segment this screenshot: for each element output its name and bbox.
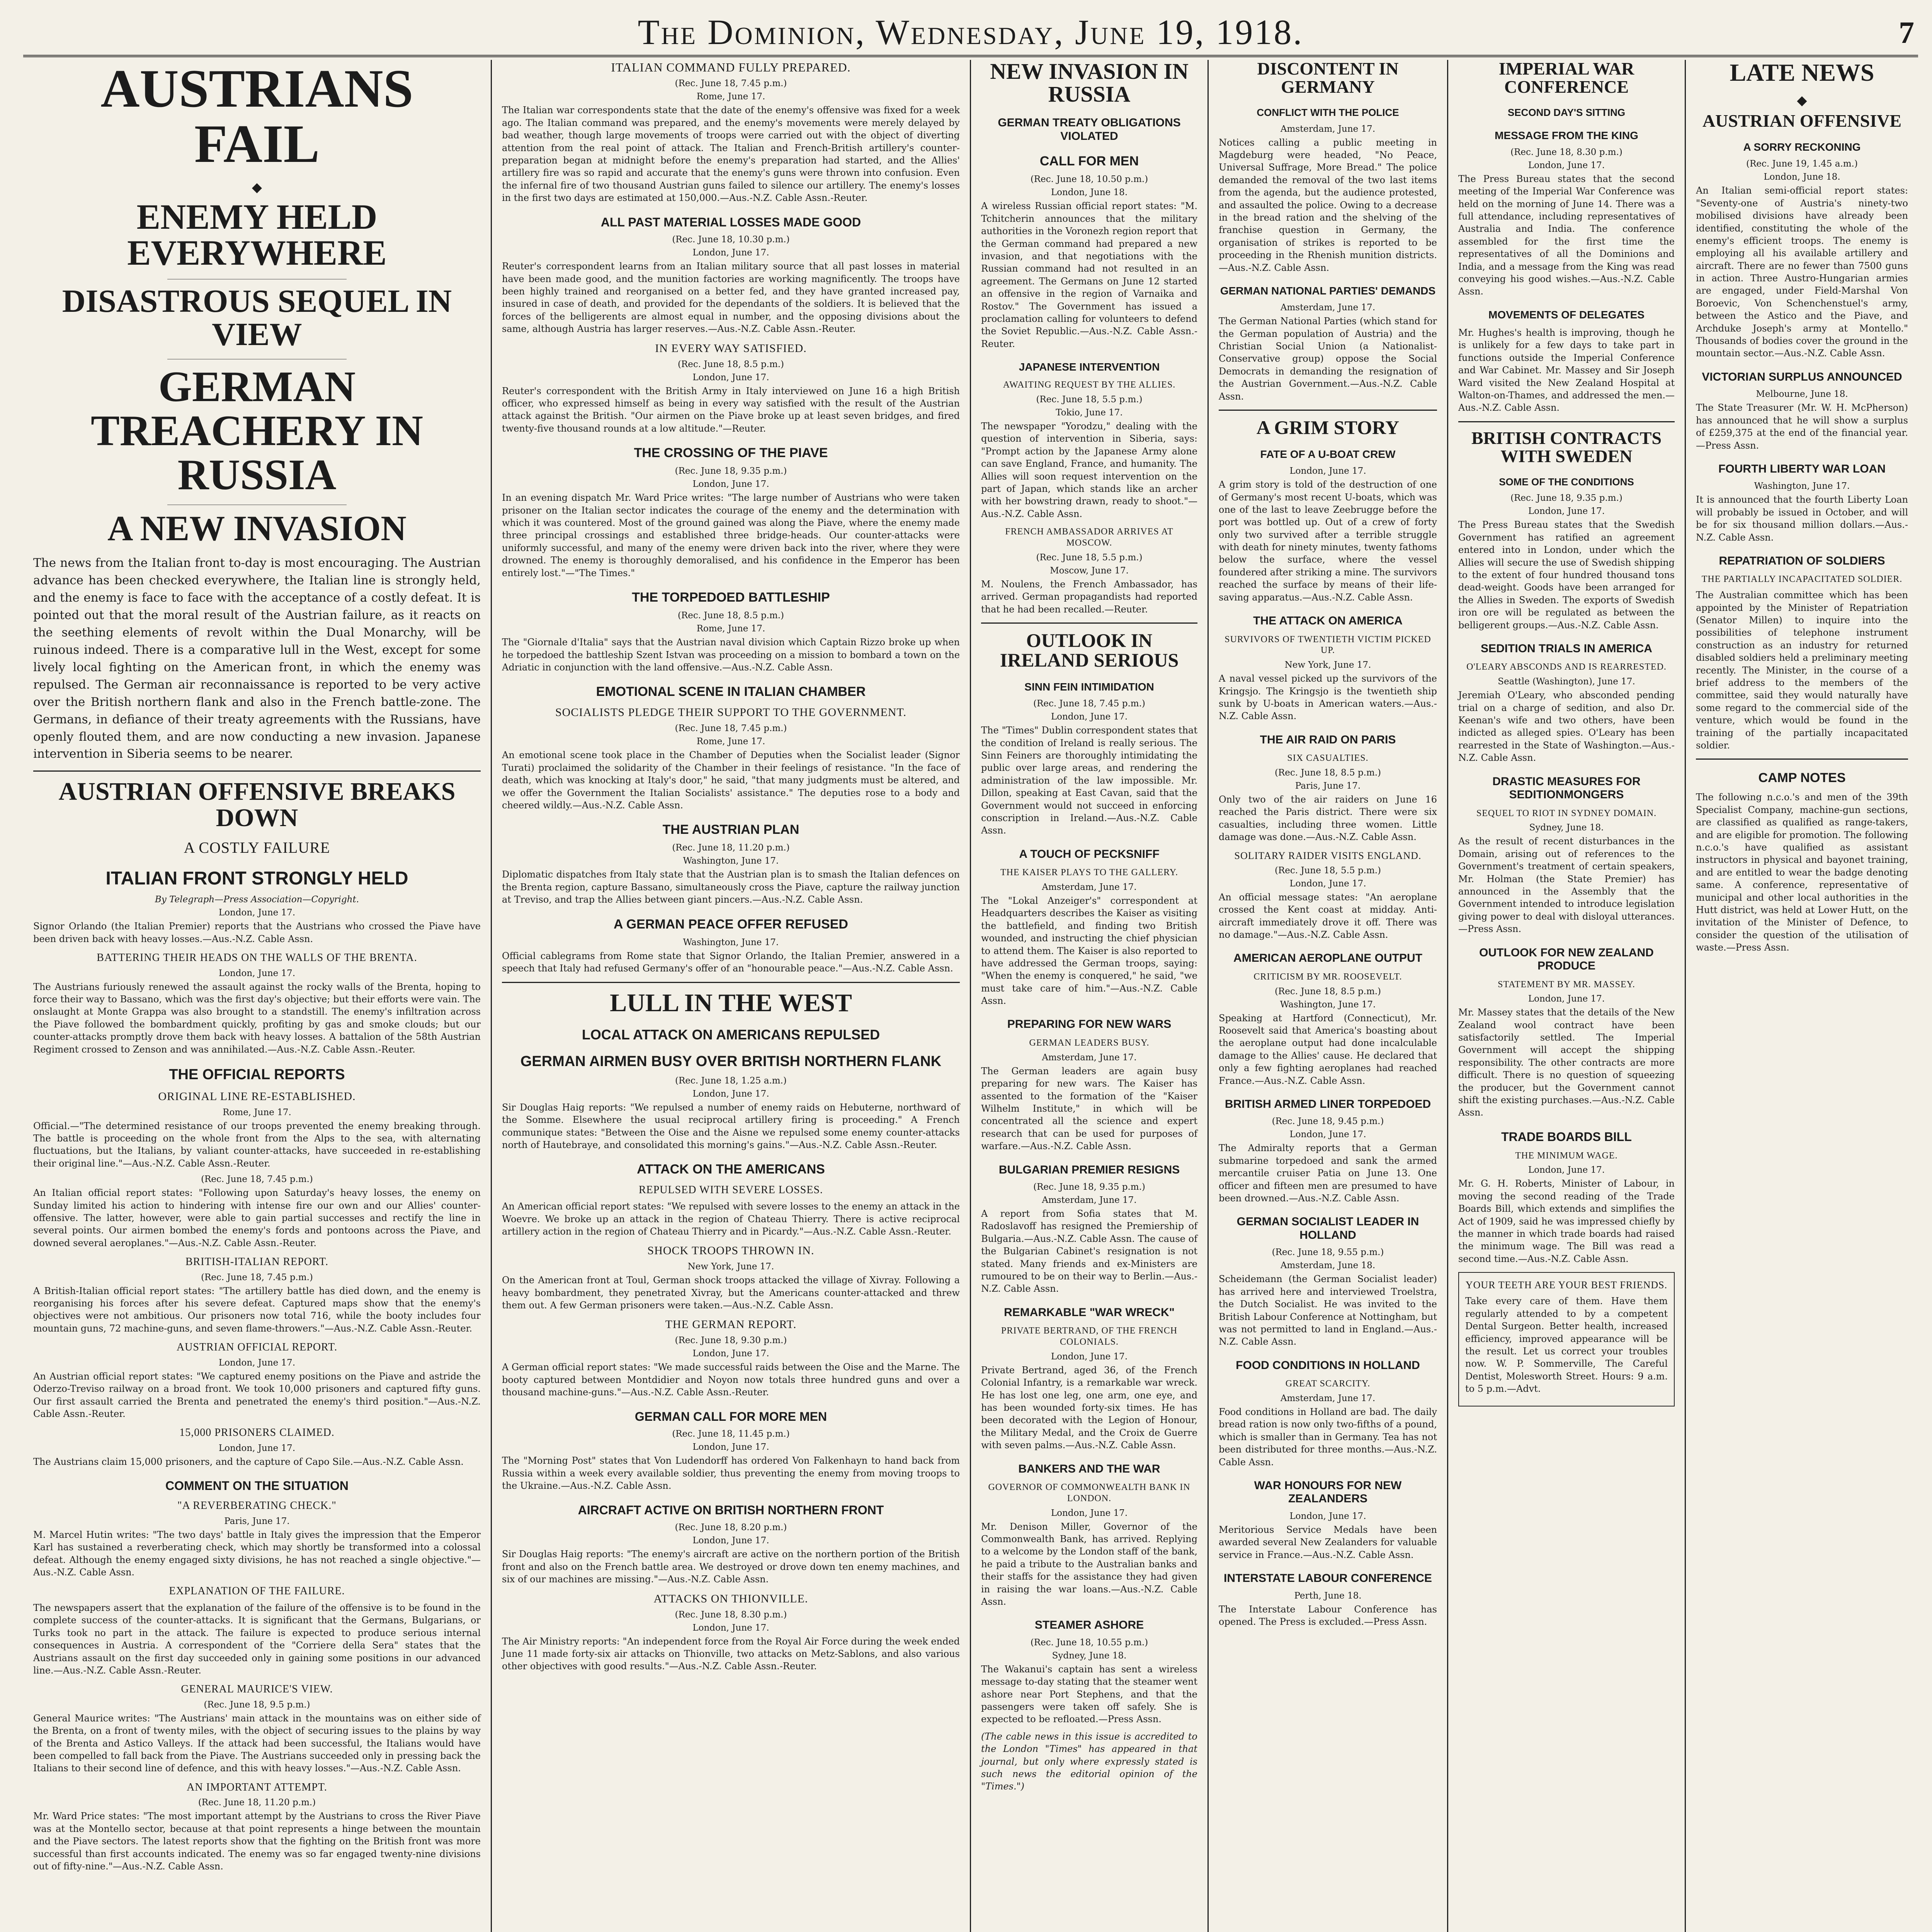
subhead: AN IMPORTANT ATTEMPT. bbox=[187, 1781, 327, 1793]
dateline: (Rec. June 18, 9.55 p.m.) bbox=[1272, 1247, 1384, 1258]
article-text: The Press Bureau states that the Swedish Government has ratified an agreement entered into in London, under which the Allies will secure the use of Swedish shipping to the extent of four hundred thousand tons dead-weight. Goods have been arranged for the Allies in Sweden. The exports of Swedish iron ore will be regulated as between the belligerent groups.—Aus.-N.Z. Cable Assn. bbox=[1458, 519, 1675, 631]
dateline: (Rec. June 18, 5.5 p.m.) bbox=[1274, 865, 1381, 876]
dateline: Paris, June 17. bbox=[224, 1516, 290, 1526]
dateline: (Rec. June 18, 7.45 p.m.) bbox=[201, 1174, 313, 1185]
article-text: The "Giornale d'Italia" says that the Austrian naval division which Captain Rizzo broke up when he torpedoed the battleship Szent Istvan was proceeding on a mission to bombard a town on the Adriatic in conjunction with the land offensive.—Aus.-N.Z. Cable Assn. bbox=[502, 637, 960, 673]
dateline: Sydney, June 18. bbox=[1529, 823, 1604, 833]
subhead: REPULSED WITH SEVERE LOSSES. bbox=[638, 1184, 823, 1196]
dateline: (Rec. June 18, 9.30 p.m.) bbox=[675, 1335, 787, 1346]
headline: FOOD CONDITIONS IN HOLLAND bbox=[1236, 1359, 1420, 1372]
article-text: The Italian war correspondents state that the date of the enemy's offensive was fixed for a week ago. The Italian command was prepared, and the enemy's movements were merely delayed by bad weather, though large movements of troops were carried out with the object of diverting attention from the real point of attack. The Italian and French-British artillery's counter-preparation began at midnight before the enemy's preparation had started, and the Allies' artillery fire was so rapid and accurate that the enemy's guns were thrown into confusion. Even the infernal fire of two thousand Austrian guns failed to silence our artillery. The enemy's losses in the first two days are estimated at 150,000.—Aus.-N.Z. Cable Assn.-Reuter. bbox=[502, 105, 960, 204]
headline: REMARKABLE "WAR WRECK" bbox=[1004, 1306, 1175, 1319]
column-late-news bbox=[1685, 60, 1918, 1932]
headline: ATTACKS ON THIONVILLE. bbox=[653, 1592, 808, 1605]
article-text: The German leaders are again busy preparing for new wars. The Kaiser has assented to the formation of the "Kaiser Wilhelm Institute," in which will be concentrated all the science and expert research that can be used for purposes of warfare.—Aus.-N.Z. Cable Assn. bbox=[981, 1065, 1197, 1152]
headline: BULGARIAN PREMIER RESIGNS bbox=[998, 1163, 1180, 1176]
page-number: 7 bbox=[1899, 16, 1914, 50]
headline: FOURTH LIBERTY WAR LOAN bbox=[1718, 462, 1886, 475]
headline: ITALIAN COMMAND FULLY PREPARED. bbox=[611, 60, 851, 74]
subhead: BRITISH-ITALIAN REPORT. bbox=[185, 1256, 329, 1268]
subhead: GERMAN AIRMEN BUSY OVER BRITISH NORTHERN FLANK bbox=[520, 1053, 942, 1070]
deck-german-treachery: GERMAN TREACHERY IN RUSSIA bbox=[90, 362, 423, 499]
dateline: (Rec. June 18, 7.45 p.m.) bbox=[201, 1272, 313, 1282]
article-text: Meritorious Service Medals have been awarded several New Zealanders for valuable service in France.—Aus.-N.Z. Cable Assn. bbox=[1219, 1524, 1437, 1560]
headline: AIRCRAFT ACTIVE ON BRITISH NORTHERN FRONT bbox=[578, 1503, 884, 1517]
article-text: A grim story is told of the destruction of one of Germany's most recent U-boats, which was one of the last to leave Zeebrugge before the port was bottled up. Out of a crew of forty only two survived after a terrible struggle with death for ninety minutes, twenty fathoms below the surface, where the vessel foundered after striking a mine. The survivors reached the surface by means of their life-saving apparatus.—Aus.-N.Z. Cable Assn. bbox=[1219, 479, 1437, 603]
dateline: Melbourne, June 18. bbox=[1756, 389, 1848, 400]
headline: PREPARING FOR NEW WARS bbox=[1007, 1018, 1172, 1031]
subhead: BATTERING THEIR HEADS ON THE WALLS OF THE BRENTA. bbox=[97, 951, 417, 964]
dateline: Perth, June 18. bbox=[1294, 1590, 1362, 1601]
headline: THE GERMAN REPORT. bbox=[665, 1318, 797, 1331]
article-text: The Air Ministry reports: "An independent force from the Royal Air Force during the week ended June 11 made forty-six air attacks on Thionville, two attacks on Metz-Sablons, and also various other objectives with good results."—Aus.-N.Z. Cable Assn.-Reuter. bbox=[502, 1636, 960, 1672]
dateline: (Rec. June 18, 9.35 p.m.) bbox=[1033, 1182, 1145, 1192]
headline-late-news: LATE NEWS bbox=[1730, 60, 1874, 86]
column-russia-ireland bbox=[970, 60, 1208, 1932]
dateline: New York, June 17. bbox=[687, 1262, 774, 1272]
headline-outlook-ireland: OUTLOOK IN IRELAND SERIOUS bbox=[1000, 629, 1179, 671]
headline: AMERICAN AEROPLANE OUTPUT bbox=[1233, 952, 1422, 965]
divider bbox=[1696, 759, 1908, 760]
article-text: It is announced that the fourth Liberty Loan will probably be issued in October, and will be for six thousand million dollars.—Aus.-N.Z. Cable Assn. bbox=[1696, 494, 1908, 543]
headline-camp-notes: CAMP NOTES bbox=[1758, 770, 1846, 786]
dateline: Rome, June 17. bbox=[696, 624, 765, 634]
article-text: Reuter's correspondent with the British Army in Italy interviewed on June 16 a high British officer, who expressed himself as being in every way satisfied with the result of the Austrian attack against the British. "Our airmen on the Piave broke up at least seven bridges, and fired twenty-five thousand rounds at a low altitude."—Reuter. bbox=[502, 385, 960, 434]
column-main-war-news bbox=[23, 60, 491, 1932]
dateline: London, June 17. bbox=[1051, 1351, 1128, 1362]
article-text: Diplomatic dispatches from Italy state that the Austrian plan is to smash the Italian defences on the Brenta region, capture Bassano, simultaneously cross the Piave, capture the railway junction at Treviso, and trap the Allies between giant pincers.—Aus.-N.Z. Cable Assn. bbox=[502, 869, 960, 905]
headline: OUTLOOK FOR NEW ZEALAND PRODUCE bbox=[1479, 946, 1654, 972]
dateline: (Rec. June 18, 8.5 p.m.) bbox=[1274, 986, 1381, 997]
dateline: (Rec. June 18, 8.5 p.m.) bbox=[677, 359, 784, 369]
advert-text: Take every care of them. Have them regularly attended to by a competent Dental Surgeon. Better health, increased efficiency, improved appearance will be the result. Let us correct your troubles now. W. P. Sommerville, The Careful Dentist, Molesworth Street. Hours: 9 a.m. to 5 p.m.—Advt. bbox=[1465, 1296, 1668, 1395]
subhead: O'LEARY ABSCONDS AND IS REARRESTED. bbox=[1466, 662, 1667, 672]
subhead-official-reports: THE OFFICIAL REPORTS bbox=[169, 1066, 345, 1083]
dateline: London, June 17. bbox=[1051, 712, 1128, 722]
article-text: On the American front at Toul, German shock troops attacked the village of Xivray. Following a heavy bombardment, they penetrated Xivray, but the Americans counter-attacked and threw them out. A few German prisoners were taken.—Aus.-N.Z. Cable Assn. bbox=[502, 1275, 960, 1311]
headline-austrians-fail: AUSTRIANS FAIL bbox=[100, 60, 413, 174]
dateline: (Rec. June 18, 8.5 p.m.) bbox=[677, 611, 784, 621]
dateline: London, June 17. bbox=[218, 1443, 296, 1454]
dateline: London, June 17. bbox=[218, 908, 296, 918]
article-text: A British-Italian official report states: "The artillery battle has died down, and the enemy is reorganising his forces after his severe defeat. Captured maps show that the enemy's objectives were not ambitious. Our prisoners now total 716, while the booty includes four mountain guns, 72 machine-guns, and seven flame-throwers."—Aus.-N.Z. Cable Assn.-Reuter. bbox=[33, 1285, 481, 1334]
subhead: EXPLANATION OF THE FAILURE. bbox=[169, 1585, 345, 1597]
dateline: Paris, June 17. bbox=[1295, 781, 1361, 791]
dateline: (Rec. June 18, 8.20 p.m.) bbox=[675, 1522, 787, 1533]
subhead: SINN FEIN INTIMIDATION bbox=[1024, 680, 1154, 693]
dateline: London, June 17. bbox=[1528, 506, 1605, 517]
byline: By Telegraph—Press Association—Copyright. bbox=[155, 895, 359, 905]
deck-disastrous-sequel: DISASTROUS SEQUEL IN VIEW bbox=[62, 283, 452, 352]
article-text: The Wakanui's captain has sent a wireless message to-day stating that the steamer went ashore near Port Stephens, and that the passengers were taken off safely. She is expected to be refloated.—Press Assn. bbox=[981, 1663, 1197, 1725]
advert-heading: YOUR TEETH ARE YOUR BEST FRIENDS. bbox=[1465, 1279, 1668, 1291]
article-text: The following n.c.o.'s and men of the 39th Specialist Company, machine-gun sections, are classified as qualified as range-takers, and are eligible for promotion. The following n.c.o.'s have qualified as assistant instructors in physical and bayonet training, and are entitled to wear the badge denoting same. A conference, representative of municipal and other local authorities in the Hutt district, was held at Lower Hutt, on the invitation of the Minister of Defence, to consider the question of the utilisation of waste.—Press Assn. bbox=[1696, 792, 1908, 953]
subhead: SOME OF THE CONDITIONS bbox=[1499, 476, 1634, 488]
headline: DRASTIC MEASURES FOR SEDITIONMONGERS bbox=[1492, 775, 1641, 801]
headline: THE TORPEDOED BATTLESHIP bbox=[632, 590, 830, 605]
article-text: Reuter's correspondent learns from an Italian military source that all past losses in material have been made good, and the munition factories are working magnificently. The troops have been highly trained and reorganised on a better fed, and they have granted increased pay, insured in case of death, and provided for the dependants of the soldiers. It is believed that the forces of the belligerents are almost equal in number, and the opposing divisions about the same, although Austria has larger reserves.—Aus.-N.Z. Cable Assn.-Reuter. bbox=[502, 261, 960, 335]
article-text: A report from Sofia states that M. Radoslavoff has resigned the Premiership of Bulgaria.—Aus.-N.Z. Cable Assn. The cause of the Bulgarian Cabinet's resignation is not stated. Many friends and ex-Ministers are rumoured to be on their way to Berlin.—Aus.-N.Z. Cable Assn. bbox=[981, 1208, 1197, 1294]
dateline: Amsterdam, June 17. bbox=[1280, 124, 1376, 134]
subhead: SOCIALISTS PLEDGE THEIR SUPPORT TO THE GOVERNMENT. bbox=[555, 706, 907, 719]
subhead: SIX CASUALTIES. bbox=[1287, 753, 1369, 764]
article-text: Sir Douglas Haig reports: "We repulsed a number of enemy raids on Hebuterne, northward of the Somme. Elsewhere the usual reciprocal artillery firing is proceeding." A French communique states: "Between the Oise and the Aisne we repulsed some enemy counter-attacks north of Hautebraye, and consolidated this morning's gains."—Aus.-N.Z. Cable Assn.-Reuter. bbox=[502, 1102, 960, 1151]
headline: REPATRIATION OF SOLDIERS bbox=[1719, 554, 1885, 567]
dateline: Amsterdam, June 17. bbox=[1042, 1195, 1137, 1206]
dateline: Tokio, June 17. bbox=[1056, 408, 1123, 418]
dateline: (Rec. June 18, 11.20 p.m.) bbox=[672, 843, 790, 853]
article-text: Sir Douglas Haig reports: "The enemy's aircraft are active on the northern portion of the British front and also on the French battle area. We destroyed or drove down ten enemy machines, and six of our machines are missing."—Aus.-N.Z. Cable Assn. bbox=[502, 1549, 960, 1585]
dateline: London, June 17. bbox=[692, 1536, 769, 1546]
article-text: Food conditions in Holland are bad. The daily bread ration is now only two-fifths of a pound, which is smaller than in Germany. Tea has not been distributed for three months.—Aus.-N.Z. Cable Assn. bbox=[1219, 1406, 1437, 1468]
article-text: In an evening dispatch Mr. Ward Price writes: "The large number of Austrians who were taken prisoner on the Italian sector indicates the courage of the enemy and the determination with which it was countered. Most of the ground gained was along the Piave, where the enemy made three principal crossings and established three bridge-heads. Our counter-attacks were uniformly successful, and many of the enemy were driven back into the river, where they were drowned. The enemy is thoroughly demoralised, and his confidence in the Emperor has been entirely lost."—"The Times." bbox=[502, 492, 960, 578]
headline: GERMAN SOCIALIST LEADER IN HOLLAND bbox=[1236, 1215, 1419, 1242]
headline: ATTACK ON THE AMERICANS bbox=[637, 1162, 825, 1177]
dateline: London, June 17. bbox=[1528, 160, 1605, 170]
divider bbox=[502, 982, 960, 983]
masthead bbox=[23, 9, 1918, 57]
article-text: Mr. Denison Miller, Governor of the Commonwealth Bank, has arrived. Replying to a welcome by the London staff of the bank, he paid a tribute to the Australian banks and their staffs for the assistance they had given in raising the war loans.—Aus.-N.Z. Cable Assn. bbox=[981, 1521, 1197, 1607]
dateline: London, June 17. bbox=[1289, 466, 1366, 476]
headline: SHOCK TROOPS THROWN IN. bbox=[647, 1244, 815, 1257]
headline-austrian-offensive: AUSTRIAN OFFENSIVE bbox=[1702, 111, 1902, 131]
dateline: London, June 17. bbox=[1051, 1508, 1128, 1518]
article-text: Mr. Massey states that the details of the New Zealand wool contract have been satisfactorily settled. The Imperial Government will accept the shipping responsibility. The other contracts are more difficult. There is no question of squeezing the producer, but the Government cannot shift the existing purchases.—Aus.-N.Z. Cable Assn. bbox=[1458, 1007, 1675, 1118]
newspaper-columns bbox=[23, 60, 1918, 1932]
article-text: An American official report states: "We repulsed with severe losses to the enemy an attack in the Woevre. We broke up an attack in the region of Chateau Thierry. There is active reciprocal artillery action in the region of Chateau Thierry and in Picardy."—Aus.-N.Z. Cable Assn.-Reuter. bbox=[502, 1201, 960, 1237]
dentist-advertisement bbox=[1458, 1272, 1675, 1406]
headline: A GERMAN PEACE OFFER REFUSED bbox=[613, 917, 848, 932]
subhead: CALL FOR MEN bbox=[1039, 154, 1139, 169]
dateline: Washington, June 17. bbox=[683, 856, 779, 866]
dateline: (Rec. June 18, 5.5 p.m.) bbox=[1036, 395, 1143, 405]
article-text: As the result of recent disturbances in the Domain, arising out of references to the Government's treatment of certain speakers, Mr. Holman (the State Premier) has announced in the Assembly that the Government intended to introduce legislation giving power to deal with disloyal utterances.—Press Assn. bbox=[1458, 836, 1675, 935]
dateline: (Rec. June 18, 9.45 p.m.) bbox=[1272, 1116, 1384, 1127]
dateline: London, June 17. bbox=[1289, 1129, 1366, 1140]
subhead: GOVERNOR OF COMMONWEALTH BANK IN LONDON. bbox=[988, 1482, 1190, 1503]
editorial-note: (The cable news in this issue is accredited to the London "Times" has appeared in that journal, but only where expressly stated is such news the editorial opinion of the "Times.") bbox=[981, 1731, 1197, 1792]
article-text: Only two of the air raiders on June 16 reached the Paris district. There were six casualties, including three women. Little damage was done.—Aus.-N.Z. Cable Assn. bbox=[1219, 794, 1437, 843]
headline: THE ATTACK ON AMERICA bbox=[1253, 614, 1403, 628]
article-text: A German official report states: "We made successful raids between the Oise and the Marne. The booty captured between Montdidier and Noyon now totals three hundred guns and over a thousand machine-guns."—Aus.-N.Z. Cable Assn.-Reuter. bbox=[502, 1362, 960, 1398]
dateline: London, June 18. bbox=[1764, 172, 1840, 182]
headline: EMOTIONAL SCENE IN ITALIAN CHAMBER bbox=[596, 684, 866, 699]
dateline: London, June 17. bbox=[1528, 994, 1605, 1004]
dateline: London, June 17. bbox=[692, 1622, 769, 1633]
deck-new-invasion: A NEW INVASION bbox=[107, 509, 406, 548]
article-text: An Austrian official report states: "We captured enemy positions on the Piave and astride the Oderzo-Treviso railway on a broad front. We took 10,000 prisoners and captured fifty guns. Our first assault carried the Brenta and penetrated the enemy's third position."—Aus.-N.Z. Cable Assn.-Reuter. bbox=[33, 1371, 481, 1420]
headline-lull-in-west: LULL IN THE WEST bbox=[610, 988, 852, 1017]
subhead: "A REVERBERATING CHECK." bbox=[177, 1500, 337, 1512]
dateline: London, June 17. bbox=[692, 372, 769, 383]
dateline: London, June 17. bbox=[1528, 1165, 1605, 1175]
subhead: GENERAL MAURICE'S VIEW. bbox=[181, 1683, 333, 1696]
ornament-divider: ◆ bbox=[252, 179, 262, 195]
dateline: New York, June 17. bbox=[1284, 660, 1371, 670]
article-text: The newspaper "Yorodzu," dealing with the question of intervention in Siberia, says: "Prompt action by the Japanese Army alone can save England, France, and humanity. The Allies will soon request intervention on the part of Japan, which stands like an archer with her bowstring drawn, ready to shoot."—Aus.-N.Z. Cable Assn. bbox=[981, 421, 1197, 519]
subhead: MESSAGE FROM THE KING bbox=[1495, 129, 1638, 141]
dateline: (Rec. June 18, 5.5 p.m.) bbox=[1036, 552, 1143, 563]
subhead: AUSTRIAN OFFICIAL REPORT. bbox=[176, 1341, 338, 1354]
article-text: The "Lokal Anzeiger's" correspondent at Headquarters describes the Kaiser as visiting the battlefield, and finding two British wounded, and instructing the chief physician to attend them. The Kaiser is also reported to have addressed the German troops, saying: "When the enemy is conquered," he said, "we must take care of him."—Aus.-N.Z. Cable Assn. bbox=[981, 895, 1197, 1007]
headline-discontent-germany: DISCONTENT IN GERMANY bbox=[1257, 60, 1399, 97]
subhead-italian-front: ITALIAN FRONT STRONGLY HELD bbox=[105, 868, 408, 889]
article-text: Jeremiah O'Leary, who absconded pending trial on a charge of sedition, and also Dr. Keenan's wife and two others, have been indicted as alleged spies. O'Leary has been rearrested in the State of Washington.—Aus.-N.Z. Cable Assn. bbox=[1458, 690, 1675, 764]
article-text: M. Marcel Hutin writes: "The two days' battle in Italy gives the impression that the Emperor Karl has sustained a reverberating check, which may shortly be transformed into a colossal defeat. Although the enemy engaged sixty divisions, he has not reached a single objective."—Aus.-N.Z. Cable Assn. bbox=[33, 1529, 481, 1578]
headline-grim-story: A GRIM STORY bbox=[1256, 416, 1400, 438]
article-text: The "Times" Dublin correspondent states that the condition of Ireland is really serious. The Sinn Feiners are thoroughly intimidating the public over large areas, and rendering the administration of the law impossible. Mr. Dillon, speaking at East Cavan, said that the Government would not succeed in enforcing conscription in Ireland.—Aus.-N.Z. Cable Assn. bbox=[981, 725, 1197, 836]
lead-summary: The news from the Italian front to-day is most encouraging. The Austrian advance has been checked everywhere, the Italian line is strongly held, and the enemy is face to face with the acceptance of a costly defeat. It is pointed out that the moral result of the Austrian failure, as it reacts on the seething elements of revolt within the Dual Monarchy, will be ruinous indeed. There is a comparative lull in the West, except for some lively local fighting on the American front, in which the enemy was repulsed. The German air reconnaissance is reported to be very active over the British northern flank and also in the French battle-zone. The Germans, in defiance of their treaty agreements with the Russians, have openly flouted them, and are now conducting a new invasion. Japanese intervention in Siberia seems to be nearer. bbox=[33, 556, 481, 761]
article-text: M. Noulens, the French Ambassador, has arrived. German propagandists had reported that he had been recalled.—Reuter. bbox=[981, 578, 1197, 615]
subhead: A SORRY RECKONING bbox=[1743, 141, 1861, 153]
ornament-divider: ◆ bbox=[1797, 93, 1807, 109]
dateline: (Rec. June 18, 10.55 p.m.) bbox=[1030, 1637, 1148, 1648]
article-text: General Maurice writes: "The Austrians' main attack in the mountains was on either side of the Brenta, on a front of twenty miles, with the object of securing issues to the plains by way of the Brenta and Astico Valleys. If the attack had been successful, the Italians would have been compelled to fall back from the Piave. The Austrians succeeded only in pressing back the Italians to their second line of defence, and this with heavy losses."—Aus.-N.Z. Cable Assn. bbox=[33, 1713, 481, 1774]
headline-offensive-breaks-down: AUSTRIAN OFFENSIVE BREAKS DOWN bbox=[58, 777, 456, 832]
article-text: Mr. G. H. Roberts, Minister of Labour, in moving the second reading of the Trade Boards Bill, which extends and simplifies the Act of 1909, said he was impressed chiefly by the manner in which trade boards had raised the minimum wage. The Bill was read a second time.—Aus.-N.Z. Cable Assn. bbox=[1458, 1178, 1675, 1264]
dateline: (Rec. June 18, 8.30 p.m.) bbox=[675, 1609, 787, 1620]
headline: MOVEMENTS OF DELEGATES bbox=[1488, 308, 1645, 321]
dateline: (Rec. June 18, 11.45 p.m.) bbox=[672, 1429, 790, 1439]
subhead: THE PARTIALLY INCAPACITATED SOLDIER. bbox=[1701, 574, 1903, 585]
headline: GERMAN CALL FOR MORE MEN bbox=[634, 1409, 827, 1423]
dateline: Seattle (Washington), June 17. bbox=[1498, 677, 1635, 687]
article-text: Official.—"The determined resistance of our troops prevented the enemy breaking through. The battle is proceeding on the whole front from the Alps to the sea, with alternating fluctuations, but the Italians, by valiant counter-attacks, have succeeded in re-establishing their original line."—Aus.-N.Z. Cable Assn.-Reuter. bbox=[33, 1120, 481, 1169]
deck-enemy-held: ENEMY HELD EVERYWHERE bbox=[127, 197, 387, 273]
subhead: PRIVATE BERTRAND, OF THE FRENCH COLONIALS. bbox=[1001, 1326, 1178, 1347]
article-text: Mr. Hughes's health is improving, though he is unlikely for a few days to take part in functions outside the Imperial Conference and War Cabinet. Mr. Massey and Sir Joseph Ward visited the New Zealand Hospital at Walton-on-Thames, and addressed the men.—Aus.-N.Z. Cable Assn. bbox=[1458, 327, 1675, 413]
article-text: An emotional scene took place in the Chamber of Deputies when the Socialist leader (Signor Turati) proclaimed the solidarity of the Chamber in their feelings of resistance. "In the face of death, which was knocking at Italy's door," he said, "that many judgments must be altered, and we offer the Government the Italian Socialists' assistance." The deputies rose to a body and cheered wildly.—Aus.-N.Z. Cable Assn. bbox=[502, 750, 960, 811]
subhead: THE MINIMUM WAGE. bbox=[1515, 1150, 1618, 1161]
dateline: (Rec. June 18, 10.50 p.m.) bbox=[1030, 174, 1148, 185]
dateline: (Rec. June 18, 8.5 p.m.) bbox=[1274, 767, 1381, 778]
dateline: London, June 17. bbox=[218, 1357, 296, 1368]
dateline: London, June 17. bbox=[692, 248, 769, 258]
subhead: SURVIVORS OF TWENTIETH VICTIM PICKED UP. bbox=[1225, 634, 1431, 656]
dateline: (Rec. June 18, 1.25 a.m.) bbox=[675, 1075, 787, 1086]
column-italian-and-western-front bbox=[491, 60, 970, 1932]
article-text: The Admiralty reports that a German submarine torpedoed and sank the armed mercantile cruiser Patia on June 13. One officer and fifteen men are presumed to have been drowned.—Aus.-N.Z. Cable Assn. bbox=[1219, 1143, 1437, 1204]
divider bbox=[981, 622, 1197, 624]
dateline: Washington, June 17. bbox=[683, 937, 779, 947]
subhead: SEQUEL TO RIOT IN SYDNEY DOMAIN. bbox=[1476, 808, 1657, 818]
headline: WAR HONOURS FOR NEW ZEALANDERS bbox=[1254, 1479, 1402, 1505]
headline: INTERSTATE LABOUR CONFERENCE bbox=[1224, 1572, 1432, 1585]
column-germany-america bbox=[1208, 60, 1447, 1932]
headline: VICTORIAN SURPLUS ANNOUNCED bbox=[1702, 370, 1902, 383]
subhead: ORIGINAL LINE RE-ESTABLISHED. bbox=[158, 1090, 356, 1103]
article-text: The Interstate Labour Conference has opened. The Press is excluded.—Press Assn. bbox=[1219, 1604, 1437, 1628]
headline: IN EVERY WAY SATISFIED. bbox=[655, 342, 807, 355]
dateline: Rome, June 17. bbox=[696, 736, 765, 747]
subhead: SECOND DAY'S SITTING bbox=[1507, 106, 1626, 118]
dateline: (Rec. June 18, 9.5 p.m.) bbox=[204, 1699, 310, 1710]
dateline: Amsterdam, June 17. bbox=[1042, 882, 1137, 892]
article-text: Speaking at Hartford (Connecticut), Mr. Roosevelt said that America's boasting about the aeroplane output had done incalculable damage to the Allies' cause. He declared that only a few fighting aeroplanes had reached France.—Aus.-N.Z. Cable Assn. bbox=[1219, 1012, 1437, 1086]
subhead: CRITICISM BY MR. ROOSEVELT. bbox=[1253, 971, 1402, 982]
article-text: Notices calling a public meeting in Magdeburg were headed, "No Peace, Universal Suffrage, More Bread." The police demanded the removal of the two last items from the agenda, but the audience protested, and assaulted the police. Owing to a decrease in the bread ration and the shelving of the franchise question in Germany, the organisation of strikes is reported to be proceeding in the Rhenish munition districts.—Aus.-N.Z. Cable Assn. bbox=[1219, 137, 1437, 273]
subhead: LOCAL ATTACK ON AMERICANS REPULSED bbox=[582, 1026, 880, 1043]
headline: BRITISH ARMED LINER TORPEDOED bbox=[1225, 1097, 1431, 1111]
article-text: The Press Bureau states that the second meeting of the Imperial War Conference was held on the morning of June 14. There was a full attendance, including representatives of Australia and India. The conference assembled for the first time the representatives of all the Dominions and India, and a message from the King was read conveying his good wishes.—Aus.-N.Z. Cable Assn. bbox=[1458, 173, 1675, 297]
headline: GERMAN NATIONAL PARTIES' DEMANDS bbox=[1220, 285, 1436, 297]
dateline: London, June 17. bbox=[1289, 878, 1366, 889]
dateline: Amsterdam, June 17. bbox=[1280, 1393, 1376, 1404]
article-text: The Australian committee which has been appointed by the Minister of Repatriation (Senator Millen) to inquire into the possibilities of telephone instrument construction as an industry for returned disabled soldiers held a preliminary meeting recently. The Minister, in the course of a brief address to the members of the committee, said they would naturally have some regard to the commercial side of the venture, which would be found in the training of the partially incapacitated soldier. bbox=[1696, 590, 1908, 751]
dateline: Amsterdam, June 18. bbox=[1280, 1260, 1376, 1271]
dateline: London, June 17. bbox=[692, 1088, 769, 1099]
subhead: AWAITING REQUEST BY THE ALLIES. bbox=[1003, 380, 1176, 390]
headline-british-contracts: BRITISH CONTRACTS WITH SWEDEN bbox=[1471, 428, 1662, 466]
headline: THE CROSSING OF THE PIAVE bbox=[634, 446, 828, 461]
headline: BANKERS AND THE WAR bbox=[1018, 1462, 1160, 1475]
dateline: Washington, June 17. bbox=[1280, 999, 1376, 1010]
article-text: Official cablegrams from Rome state that Signor Orlando, the Italian Premier, answered in a speech that Italy had refused Germany's offer of an "honourable peace."—Aus.-N.Z. Cable Assn. bbox=[502, 950, 960, 974]
subhead: GREAT SCARCITY. bbox=[1285, 1379, 1371, 1389]
divider bbox=[1458, 421, 1675, 422]
subhead: COMMENT ON THE SITUATION bbox=[165, 1479, 349, 1493]
subhead-costly-failure: A COSTLY FAILURE bbox=[184, 839, 330, 856]
dateline: London, June 17. bbox=[692, 1442, 769, 1452]
subhead: GERMAN LEADERS BUSY. bbox=[1029, 1037, 1150, 1048]
dateline: London, June 17. bbox=[218, 968, 296, 978]
subhead: 15,000 PRISONERS CLAIMED. bbox=[179, 1427, 335, 1439]
article-text: The newspapers assert that the explanation of the failure of the offensive is to be found in the complete success of the counter-attacks. It is significant that the Germans, Bulgarians, or Turks took no part in the attack. The failure is expected to produce serious internal consequences in Austria. A correspondent of the "Corriere della Sera" states that the Austrians assault on the first day succeeded only in gaining some positions in our advanced line.—Aus.-N.Z. Cable Assn.-Reuter. bbox=[33, 1602, 481, 1676]
subhead: CONFLICT WITH THE POLICE bbox=[1257, 106, 1399, 118]
article-text: A wireless Russian official report states: "M. Tchitcherin announces that the military authorities in the Voronezh region report that the German command had prepared a new invasion, and that negotiations with the Russian command had not resulted in an agreement. The Germans on June 12 started an offensive in the region of Varnaika and Rostov." The Government has issued a proclamation calling for volunteers to defend the Soviet Republic.—Aus.-N.Z. Cable Assn.-Reuter. bbox=[981, 201, 1197, 349]
dateline: Rome, June 17. bbox=[223, 1107, 291, 1117]
headline: ALL PAST MATERIAL LOSSES MADE GOOD bbox=[600, 215, 861, 229]
dateline: Washington, June 17. bbox=[1754, 481, 1850, 492]
article-text: An Italian official report states: "Following upon Saturday's heavy losses, the enemy on Sunday limited his action to hindering with intense fire our own and our Allies' counter-offensive. The latter, however, were able to gain partial successes and rectify the line in several points. Our airmen bombed the enemy's fords and pontoons across the Piave, and downed several aeroplanes."—Aus.-N.Z. Cable Assn.-Reuter. bbox=[33, 1187, 481, 1248]
subhead: THE KAISER PLAYS TO THE GALLERY. bbox=[1000, 867, 1179, 878]
subhead: FATE OF A U-BOAT CREW bbox=[1260, 448, 1396, 460]
dateline: (Rec. June 18, 11.20 p.m.) bbox=[198, 1798, 316, 1808]
headline: FRENCH AMBASSADOR ARRIVES AT MOSCOW. bbox=[1005, 527, 1173, 548]
headline: SEDITION TRIALS IN AMERICA bbox=[1481, 642, 1652, 655]
headline-new-invasion-russia: NEW INVASION IN RUSSIA bbox=[990, 60, 1189, 107]
dateline: (Rec. June 18, 10.30 p.m.) bbox=[672, 235, 790, 245]
headline: THE AIR RAID ON PARIS bbox=[1260, 733, 1396, 746]
dateline: (Rec. June 18, 7.45 p.m.) bbox=[675, 723, 787, 734]
article-text: An Italian semi-official report states: "Seventy-one of Austria's ninety-two mobilised divisions have already been identified, constituting the whole of the enemy's efficient troops. The enemy is employing all his available artillery and aircraft. There are no fewer than 7500 guns in action. Three Austro-Hungarian armies are engaged, under Field-Marshal Von Boroevic, Von Schenchenstuel's army, between the Astico and the Piave, and Archduke Joseph's army at Montello." Thousands of bodies cover the ground in the mountain sector.—Aus.-N.Z. Cable Assn. bbox=[1696, 185, 1908, 359]
subhead: GERMAN TREATY OBLIGATIONS VIOLATED bbox=[998, 116, 1181, 143]
dateline: (Rec. June 18, 9.35 p.m.) bbox=[1510, 493, 1622, 503]
article-text: Mr. Ward Price states: "The most important attempt by the Austrians to cross the River Piave was at the Montello sector, because at that point represents a hinge between the mountain and the Piave sectors. The latest reports show that the fighting on the British front was more successful than first accounts indicated. The enemy was so far engaged twenty-nine divisions out of fifty-nine."—Aus.-N.Z. Cable Assn. bbox=[33, 1811, 481, 1872]
article-text: Scheidemann (the German Socialist leader) has arrived here and interviewed Troelstra, the Dutch Socialist. He was invited to the British Labour Conference at Nottingham, but was not permitted to land in England.—Aus.-N.Z. Cable Assn. bbox=[1219, 1274, 1437, 1347]
dateline: Sydney, June 18. bbox=[1052, 1650, 1127, 1661]
dateline: (Rec. June 19, 1.45 a.m.) bbox=[1746, 159, 1858, 169]
headline: JAPANESE INTERVENTION bbox=[1019, 361, 1160, 373]
dateline: (Rec. June 18, 8.30 p.m.) bbox=[1510, 147, 1622, 157]
dateline: London, June 17. bbox=[1289, 1511, 1366, 1521]
dateline: London, June 17. bbox=[692, 1349, 769, 1359]
article-text: A naval vessel picked up the survivors of the Kringsjo. The Kringsjo is the twentieth ship sunk by U-boats in American waters.—Aus.-N.Z. Cable Assn. bbox=[1219, 673, 1437, 722]
column-imperial-conference bbox=[1447, 60, 1685, 1932]
headline: SOLITARY RAIDER VISITS ENGLAND. bbox=[1234, 850, 1422, 861]
headline: TRADE BOARDS BILL bbox=[1501, 1129, 1632, 1144]
dateline: (Rec. June 18, 7.45 p.m.) bbox=[1033, 699, 1145, 709]
dateline: (Rec. June 18, 9.35 p.m.) bbox=[675, 466, 787, 476]
dateline: London, June 18. bbox=[1051, 187, 1128, 198]
dateline: Amsterdam, June 17. bbox=[1042, 1052, 1137, 1063]
article-text: The "Morning Post" states that Von Ludendorff has ordered Von Falkenhayn to hand back from Russia within a week every available soldier, thus preventing the enemy from moving troops to the Ukraine.—Aus.-N.Z. Cable Assn. bbox=[502, 1455, 960, 1492]
article-text: Private Bertrand, aged 36, of the French Colonial Infantry, is a remarkable war wreck. He has lost one leg, one arm, one eye, and has been wounded forty-six times. He has been decorated with the Legion of Honour, the Military Medal, and the Croix de Guerre with seven palms.—Aus.-N.Z. Cable Assn. bbox=[981, 1364, 1197, 1451]
divider bbox=[1219, 410, 1437, 411]
headline: THE AUSTRIAN PLAN bbox=[662, 822, 799, 837]
dateline: London, June 17. bbox=[692, 479, 769, 490]
article-text: The State Treasurer (Mr. W. H. McPherson) has announced that he will show a surplus of £259,375 at the end of the financial year.—Press Assn. bbox=[1696, 402, 1908, 451]
dateline: (Rec. June 18, 7.45 p.m.) bbox=[675, 78, 787, 89]
article-text: An official message states: "An aeroplane crossed the Kent coast at midday. Anti-aircraft immediately drove it off. There was no damage."—Aus.-N.Z. Cable Assn. bbox=[1219, 891, 1437, 940]
dateline: Amsterdam, June 17. bbox=[1280, 303, 1376, 313]
dateline: Moscow, June 17. bbox=[1050, 565, 1129, 576]
subhead: STATEMENT BY MR. MASSEY. bbox=[1498, 979, 1635, 990]
article-text: The German National Parties (which stand for the German population of Austria) and the Christian Social Union (a Nationalist-Conservative group) oppose the Social Democrats in demanding the resignation of the Austrian Government.—Aus.-N.Z. Cable Assn. bbox=[1219, 316, 1437, 402]
divider bbox=[33, 770, 481, 772]
headline: STEAMER ASHORE bbox=[1034, 1619, 1144, 1632]
article-text: The Austrians furiously renewed the assault against the rocky walls of the Brenta, hoping to force their way to Bassano, which was the first day's objective; but their efforts were vain. The onslaught at Monte Grappa was also brought to a standstill. The enemy's infiltration across the Piave followed the bombardment quickly, profiting by gas and smoke clouds; but our counter-attacks promptly drove them back with heavy losses. A battalion of the 58th Austrian Regiment crossed to Zenson and was annihilated.—Aus.-N.Z. Cable Assn.-Reuter. bbox=[33, 981, 481, 1055]
headline-imperial-war-conference: IMPERIAL WAR CONFERENCE bbox=[1498, 60, 1634, 97]
article-text: The Austrians claim 15,000 prisoners, and the capture of Capo Sile.—Aus.-N.Z. Cable Assn. bbox=[33, 1456, 464, 1468]
article-text: Signor Orlando (the Italian Premier) reports that the Austrians who crossed the Piave have been driven back with heavy losses.—Aus.-N.Z. Cable Assn. bbox=[33, 921, 481, 944]
headline: A TOUCH OF PECKSNIFF bbox=[1019, 847, 1160, 861]
masthead-title: The Dominion, Wednesday, June 19, 1918. bbox=[638, 12, 1304, 52]
dateline: Rome, June 17. bbox=[696, 92, 765, 102]
